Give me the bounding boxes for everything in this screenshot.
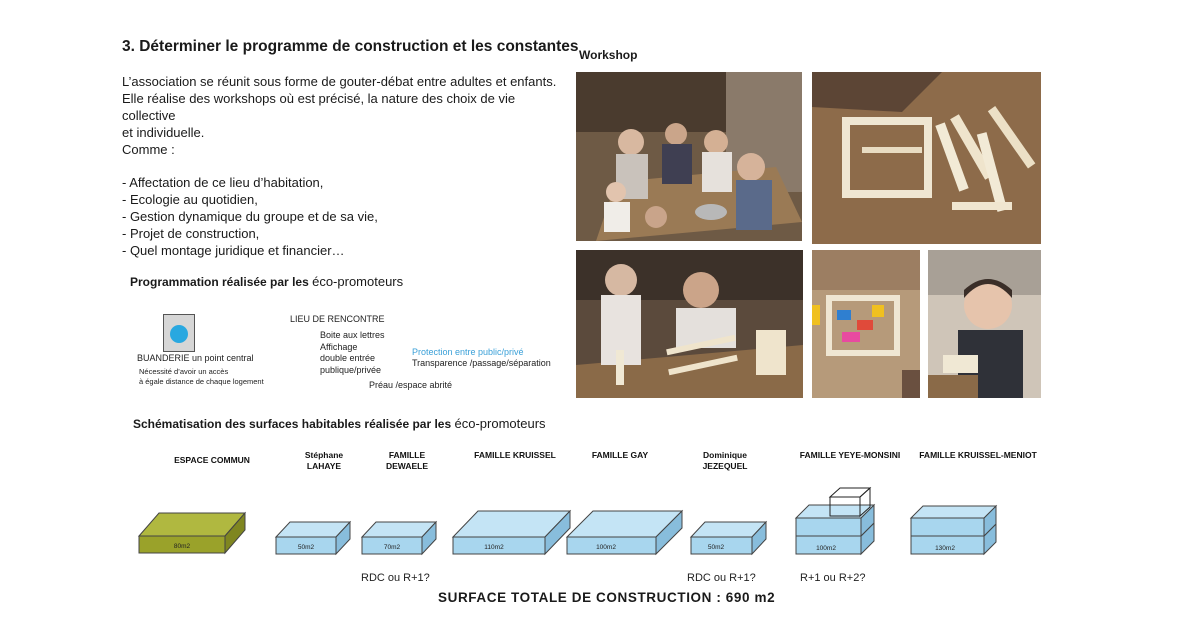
buanderie-note-line: Nécessité d’avoir un accès (139, 367, 229, 376)
workshop-label: Workshop (579, 48, 638, 62)
lieu-item: Affichage (320, 341, 358, 352)
page-title: 3. Déterminer le programme de construction et les constantes (122, 38, 579, 55)
family-name: FAMILLE YEYE-MONSINI (799, 450, 901, 460)
block-lahaye (276, 522, 350, 554)
intro-line: et individuelle. (122, 125, 205, 140)
area-label: 80m2 (173, 543, 191, 550)
family-name: DEWAELE (385, 461, 429, 471)
block-dewaele (362, 522, 436, 554)
buanderie-label: BUANDERIE un point central (137, 353, 254, 363)
central-point-icon (170, 325, 188, 343)
surfaces-heading-suffix: éco-promoteurs (454, 416, 546, 431)
total-surface: SURFACE TOTALE DE CONSTRUCTION : 690 m2 (438, 590, 776, 605)
lieu-item: double entrée (320, 353, 376, 363)
buanderie-symbol (163, 314, 195, 352)
list-item: - Ecologie au quotidien, (122, 192, 258, 207)
lieu-rencontre-label: LIEU DE RENCONTRE (290, 314, 385, 324)
family-label-espace-commun (162, 455, 262, 466)
workshop-photo-child (928, 250, 1041, 398)
list-item: - Gestion dynamique du groupe et de sa vie, (122, 209, 378, 224)
list-item: - Projet de construction, (122, 226, 260, 241)
floor-question: RDC ou R+1? (361, 572, 430, 584)
block-jezequel (691, 522, 766, 554)
area-label: 50m2 (297, 544, 315, 551)
workshop-photo-group-table (576, 72, 802, 241)
area-label: 50m2 (707, 544, 725, 551)
block-espace-commun (139, 513, 245, 553)
block-yeye-monsini (796, 488, 874, 554)
comme-label: Comme : (122, 142, 175, 157)
workshop-photo-wood-model (812, 72, 1041, 244)
surfaces-heading-text: Schématisation des surfaces habitables réalisée par les (133, 417, 452, 431)
lieu-item: Boite aux lettres (320, 330, 385, 340)
floor-question: R+1 ou R+2? (800, 572, 866, 584)
intro-line: Elle réalise des workshops où est précisé, la nature des choix de vie collective (122, 91, 516, 123)
area-label: 130m2 (935, 545, 955, 552)
programmation-heading-text: Programmation réalisée par les (130, 275, 309, 289)
bullet-list (122, 174, 378, 259)
family-name: Dominique (703, 450, 747, 460)
family-name: JEZEQUEL (702, 461, 748, 471)
buanderie-note (139, 367, 264, 387)
block-gay (567, 511, 682, 554)
lieu-items (320, 330, 385, 376)
area-label: 70m2 (383, 544, 401, 551)
preau-label: Préau /espace abrité (369, 380, 453, 390)
family-name: LAHAYE (306, 461, 342, 471)
area-label: 100m2 (596, 544, 616, 551)
transparence-label: Transparence /passage/séparation (412, 358, 551, 368)
family-label-yeye-monsini (792, 450, 908, 461)
area-label: 110m2 (484, 544, 504, 551)
family-name: FAMILLE GAY (591, 450, 649, 460)
family-label-lahaye (289, 450, 359, 472)
family-label-dewaele (372, 450, 442, 472)
list-item: - Affectation de ce lieu d’habitation, (122, 175, 324, 190)
family-name: FAMILLE (388, 450, 426, 460)
workshop-photo-colored-blocks (812, 250, 920, 398)
family-label-jezequel (690, 450, 760, 472)
family-label-gay (575, 450, 665, 461)
lieu-item: publique/privée (320, 364, 382, 375)
block-kruissel-meniot (911, 506, 996, 554)
floor-question: RDC ou R+1? (687, 572, 756, 584)
workshop-photo-building (576, 250, 803, 398)
intro-paragraph (122, 73, 572, 141)
family-name: FAMILLE KRUISSEL (474, 450, 556, 460)
surfaces-heading (133, 416, 546, 431)
family-label-kruissel (465, 450, 565, 461)
family-name: FAMILLE KRUISSEL-MENIOT (919, 450, 1037, 460)
programmation-heading (130, 274, 403, 289)
programmation-heading-suffix: éco-promoteurs (312, 274, 404, 289)
surface-blocks-diagram (0, 480, 1185, 570)
family-label-kruissel-meniot (916, 450, 1040, 461)
area-label: 100m2 (816, 545, 836, 552)
buanderie-note-line: à égale distance de chaque logement (139, 377, 264, 386)
family-name: ESPACE COMMUN (174, 455, 250, 465)
intro-line: L’association se réunit sous forme de gouter-débat entre adultes et enfants. (122, 74, 557, 89)
family-name: Stéphane (304, 450, 344, 460)
list-item: - Quel montage juridique et financier… (122, 243, 345, 258)
protection-label: Protection entre public/privé (412, 347, 524, 357)
block-kruissel (453, 511, 570, 554)
